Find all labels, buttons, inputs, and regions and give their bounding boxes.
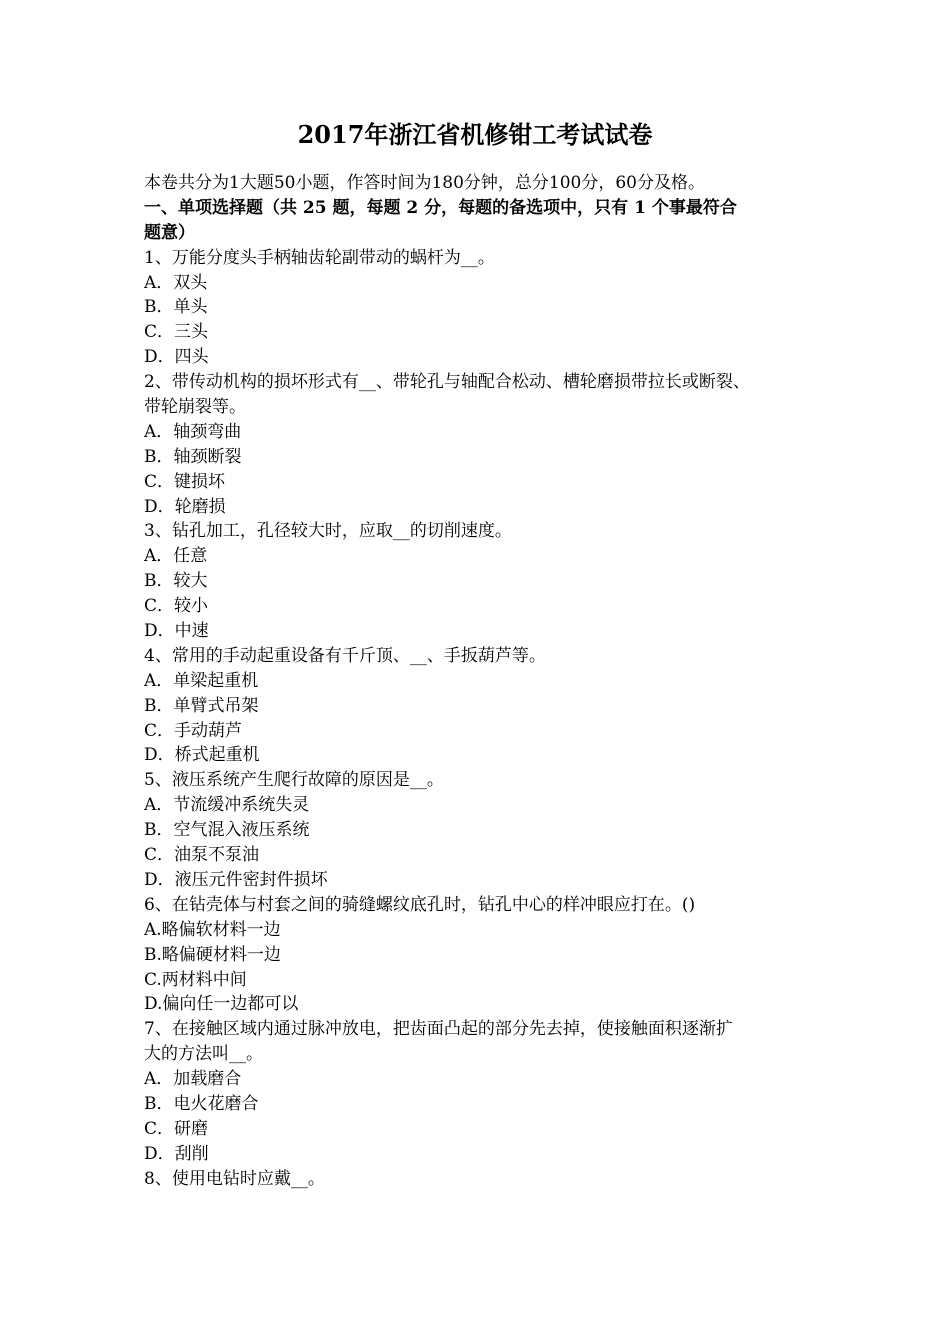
question-text: 6、在钻壳体与村套之间的骑缝螺纹底孔时，钻孔中心的样冲眼应打在。()	[144, 894, 696, 915]
question-text: 3、钻孔加工，孔径较大时，应取__的切削速度。	[144, 521, 512, 542]
answer-option: D．桥式起重机	[144, 745, 260, 766]
answer-option: A．节流缓冲系统失灵	[144, 795, 310, 816]
question-text: 大的方法叫__。	[144, 1044, 263, 1065]
exam-intro: 本卷共分为1大题50小题，作答时间为180分钟，总分100分，60分及格。	[144, 173, 705, 193]
question-text: 2、带传动机构的损坏形式有__、带轮孔与轴配合松动、槽轮磨损带拉长或断裂、	[144, 372, 750, 393]
answer-option: B．电火花磨合	[144, 1093, 259, 1114]
answer-option: B．较大	[144, 571, 208, 592]
answer-option: A．轴颈弯曲	[144, 421, 242, 442]
question-text: 8、使用电钻时应戴__。	[144, 1168, 325, 1189]
answer-option: D．中速	[144, 621, 209, 642]
answer-option: C．研磨	[144, 1118, 209, 1139]
section-header-line: 一、单项选择题（共 25 题，每题 2 分，每题的备选项中，只有 1 个事最符合	[144, 197, 737, 218]
question-text: 5、液压系统产生爬行故障的原因是__。	[144, 770, 444, 791]
question-text: 带轮崩裂等。	[144, 397, 246, 418]
answer-option: D．刮削	[144, 1143, 209, 1164]
answer-option: C．油泵不泵油	[144, 845, 260, 866]
question-text: 1、万能分度头手柄轴齿轮副带动的蜗杆为__。	[144, 247, 495, 268]
answer-option: B．单头	[144, 297, 208, 318]
answer-option: D．四头	[144, 347, 209, 368]
question-text: 7、在接触区域内通过脉冲放电，把齿面凸起的部分先去掉，使接触面积逐渐扩	[144, 1019, 733, 1040]
answer-option: D.偏向任一边都可以	[144, 994, 299, 1015]
answer-option: A．双头	[144, 272, 208, 293]
answer-option: B．轴颈断裂	[144, 446, 242, 467]
answer-option: C．手动葫芦	[144, 720, 243, 741]
question-7	[144, 1017, 816, 1166]
question-5	[144, 768, 816, 892]
answer-option: C．键损坏	[144, 471, 226, 492]
question-6	[144, 893, 816, 1017]
question-text: 4、常用的手动起重设备有千斤顶、__、手扳葫芦等。	[144, 645, 546, 666]
answer-option: C．三头	[144, 322, 209, 343]
section-header-line: 题意）	[144, 222, 195, 243]
question-8	[144, 1167, 816, 1192]
answer-option: B．单臂式吊架	[144, 695, 259, 716]
question-3	[144, 519, 816, 643]
answer-option: C．较小	[144, 596, 209, 617]
answer-option: D．轮磨损	[144, 496, 226, 517]
question-2	[144, 370, 816, 519]
answer-option: A．任意	[144, 546, 208, 567]
answer-option: A．单梁起重机	[144, 670, 259, 691]
question-1	[144, 246, 816, 370]
answer-option: A.略偏软材料一边	[144, 919, 281, 940]
answer-option: D．液压元件密封件损坏	[144, 869, 328, 890]
document-body	[144, 171, 816, 1192]
answer-option: C.两材料中间	[144, 969, 247, 990]
answer-option: B.略偏硬材料一边	[144, 944, 281, 965]
answer-option: B．空气混入液压系统	[144, 820, 310, 841]
question-list	[144, 246, 816, 1192]
answer-option: A．加载磨合	[144, 1069, 242, 1090]
question-4	[144, 644, 816, 768]
document-title: 2017年浙江省机修钳工考试试卷	[297, 120, 653, 149]
